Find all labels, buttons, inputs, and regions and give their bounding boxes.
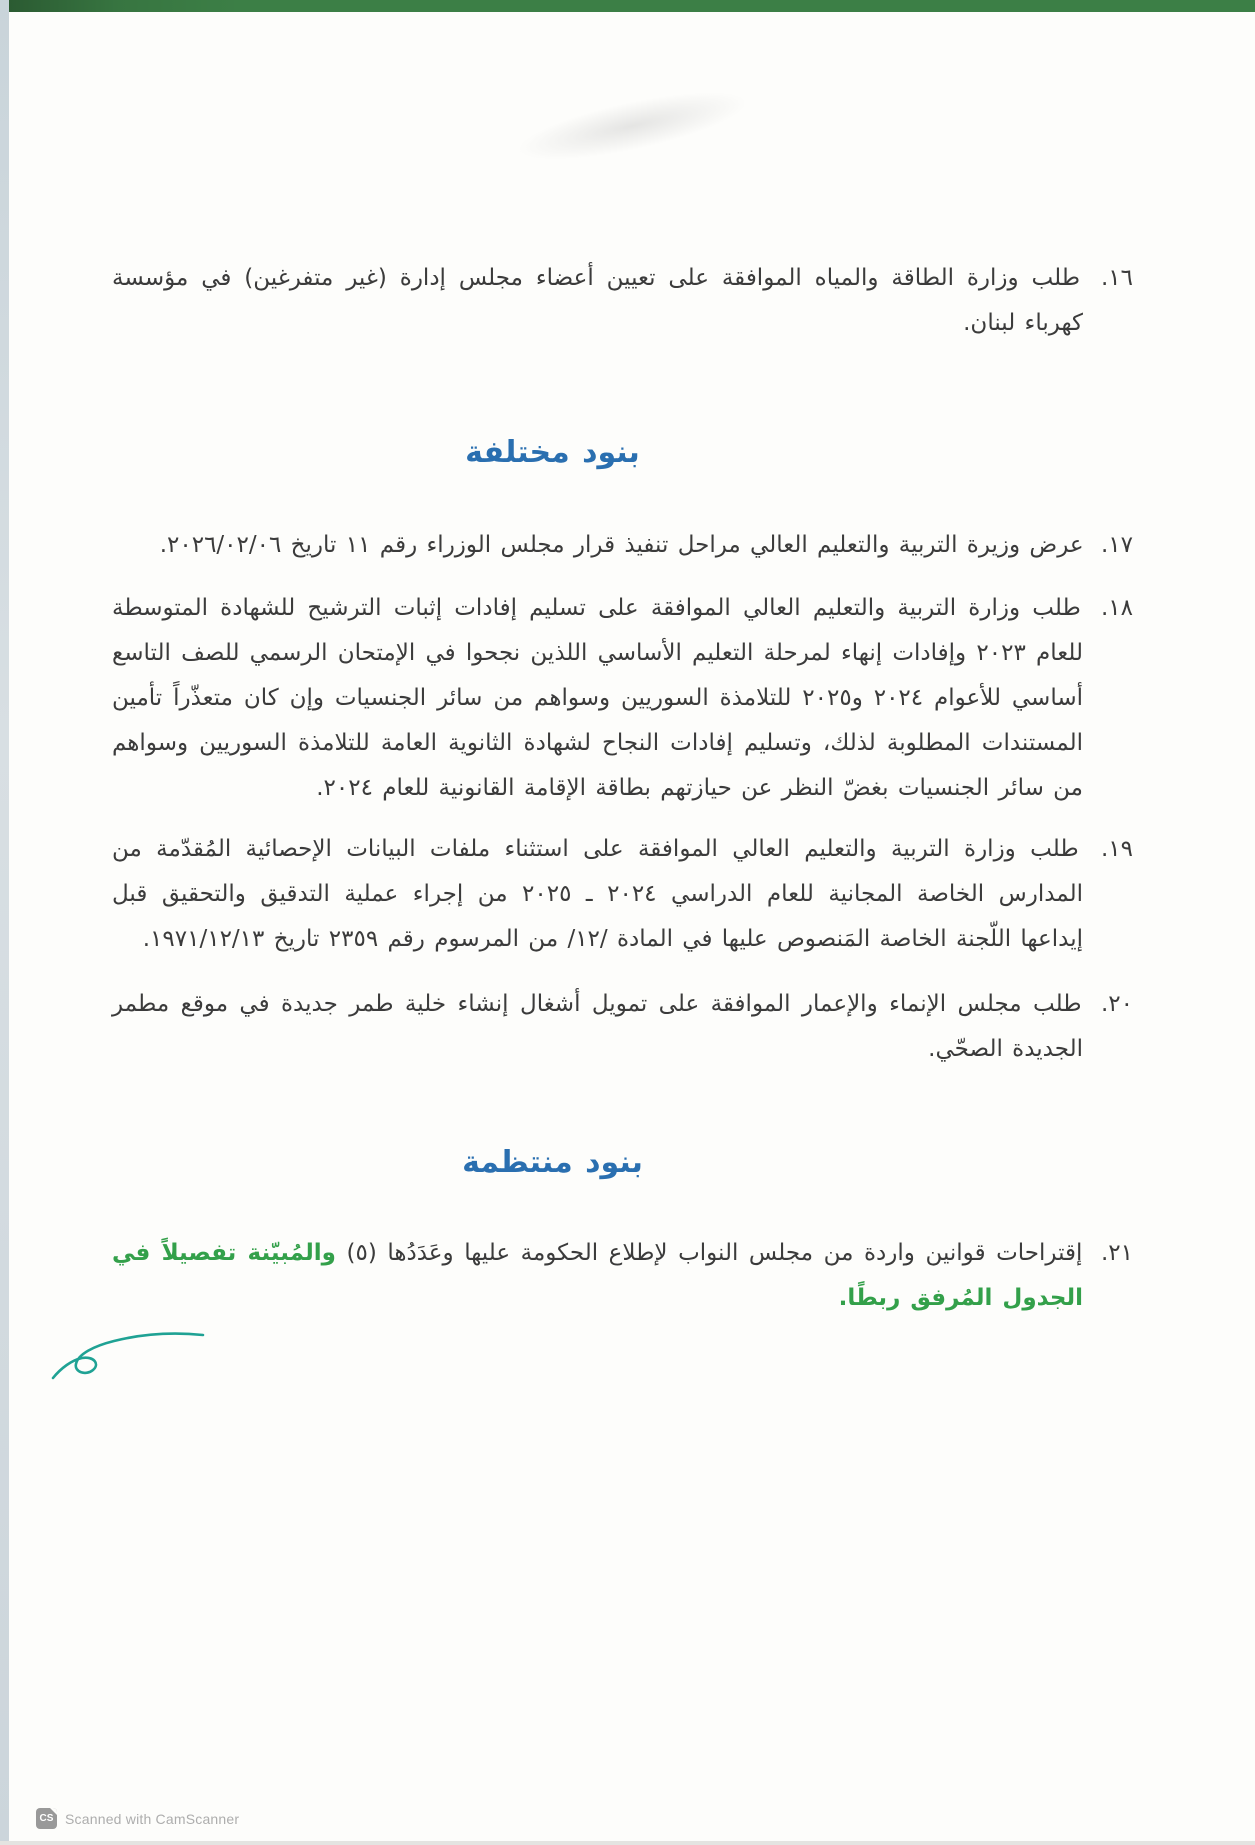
agenda-item-18 <box>112 586 1133 811</box>
item-text: عرض وزيرة التربية والتعليم العالي مراحل تنفيذ قرار مجلس الوزراء رقم ١١ تاريخ ٢٠٢٦/٠٢/٠٦. <box>159 532 1084 558</box>
section-heading-regular: بنود منتظمة <box>462 1145 643 1180</box>
agenda-item-20 <box>112 982 1133 1072</box>
item-number: ١٦. <box>1100 265 1133 291</box>
page-edge-bottom-strip <box>0 1841 1255 1845</box>
item-text: طلب مجلس الإنماء والإعمار الموافقة على تمويل أشغال إنشاء خلية طمر جديدة في موقع مطمر الجديدة الصحّي. <box>112 991 1083 1062</box>
section-heading-misc: بنود مختلفة <box>465 435 640 470</box>
item-number: ٢٠. <box>1100 991 1133 1017</box>
item-number: ١٧. <box>1100 532 1133 558</box>
agenda-item-21 <box>112 1231 1133 1321</box>
camscanner-watermark-text: Scanned with CamScanner <box>65 1810 240 1827</box>
agenda-item-16 <box>112 256 1133 346</box>
item-number: ٢١. <box>1100 1240 1133 1266</box>
agenda-item-17 <box>112 523 1133 568</box>
item-text: طلب وزارة الطاقة والمياه الموافقة على تعيين أعضاء مجلس إدارة (غير متفرغين) في مؤسسة كهرباء لبنان. <box>112 265 1083 336</box>
item-text: إقتراحات قوانين واردة من مجلس النواب لإطلاع الحكومة عليها وعَدَدُها (٥) <box>335 1240 1083 1266</box>
item-text-highlight: والمُبيّنة تفصيلاً في الجدول المُرفق ربطًا. <box>112 1240 1083 1311</box>
handwritten-signature <box>45 1322 220 1394</box>
item-number: ١٨. <box>1100 595 1134 621</box>
item-text: طلب وزارة التربية والتعليم العالي الموافقة على تسليم إفادات إثبات الترشيح للشهادة المتوسطة للعام ٢٠٢٣ وإفادات إنهاء لمرحلة التعليم الأساسي اللذين نجحوا في الإمتحان الرسمي للصف التاسع أساسي للأعوام ٢٠٢٤ و٢٠٢٥ للتلامذة السوريين وسواهم من سائر الجنسيات وإن كان متعذّراً تأمين المستندات المطلوبة لذلك، وتسليم إفادات النجاح لشهادة الثانوية العامة للتلامذة السوريين وسواهم من سائر الجنسيات بغضّ النظر عن حيازتهم بطاقة الإقامة القانونية للعام ٢٠٢٤. <box>112 595 1083 801</box>
camscanner-watermark <box>36 1808 239 1829</box>
item-number: ١٩. <box>1100 836 1133 862</box>
item-text: طلب وزارة التربية والتعليم العالي الموافقة على استثناء ملفات البيانات الإحصائية المُقدّمة من المدارس الخاصة المجانية للعام الدراسي ٢٠٢٤ ـ ٢٠٢٥ من إجراء عملية التدقيق والتحقيق قبل إيداعها اللّجنة الخاصة المَنصوص عليها في المادة /١٢/ من المرسوم رقم ٢٣٥٩ تاريخ ١٩٧١/١٢/١٣. <box>112 836 1083 952</box>
camscanner-logo: CS <box>36 1808 57 1829</box>
agenda-item-19 <box>112 827 1133 962</box>
